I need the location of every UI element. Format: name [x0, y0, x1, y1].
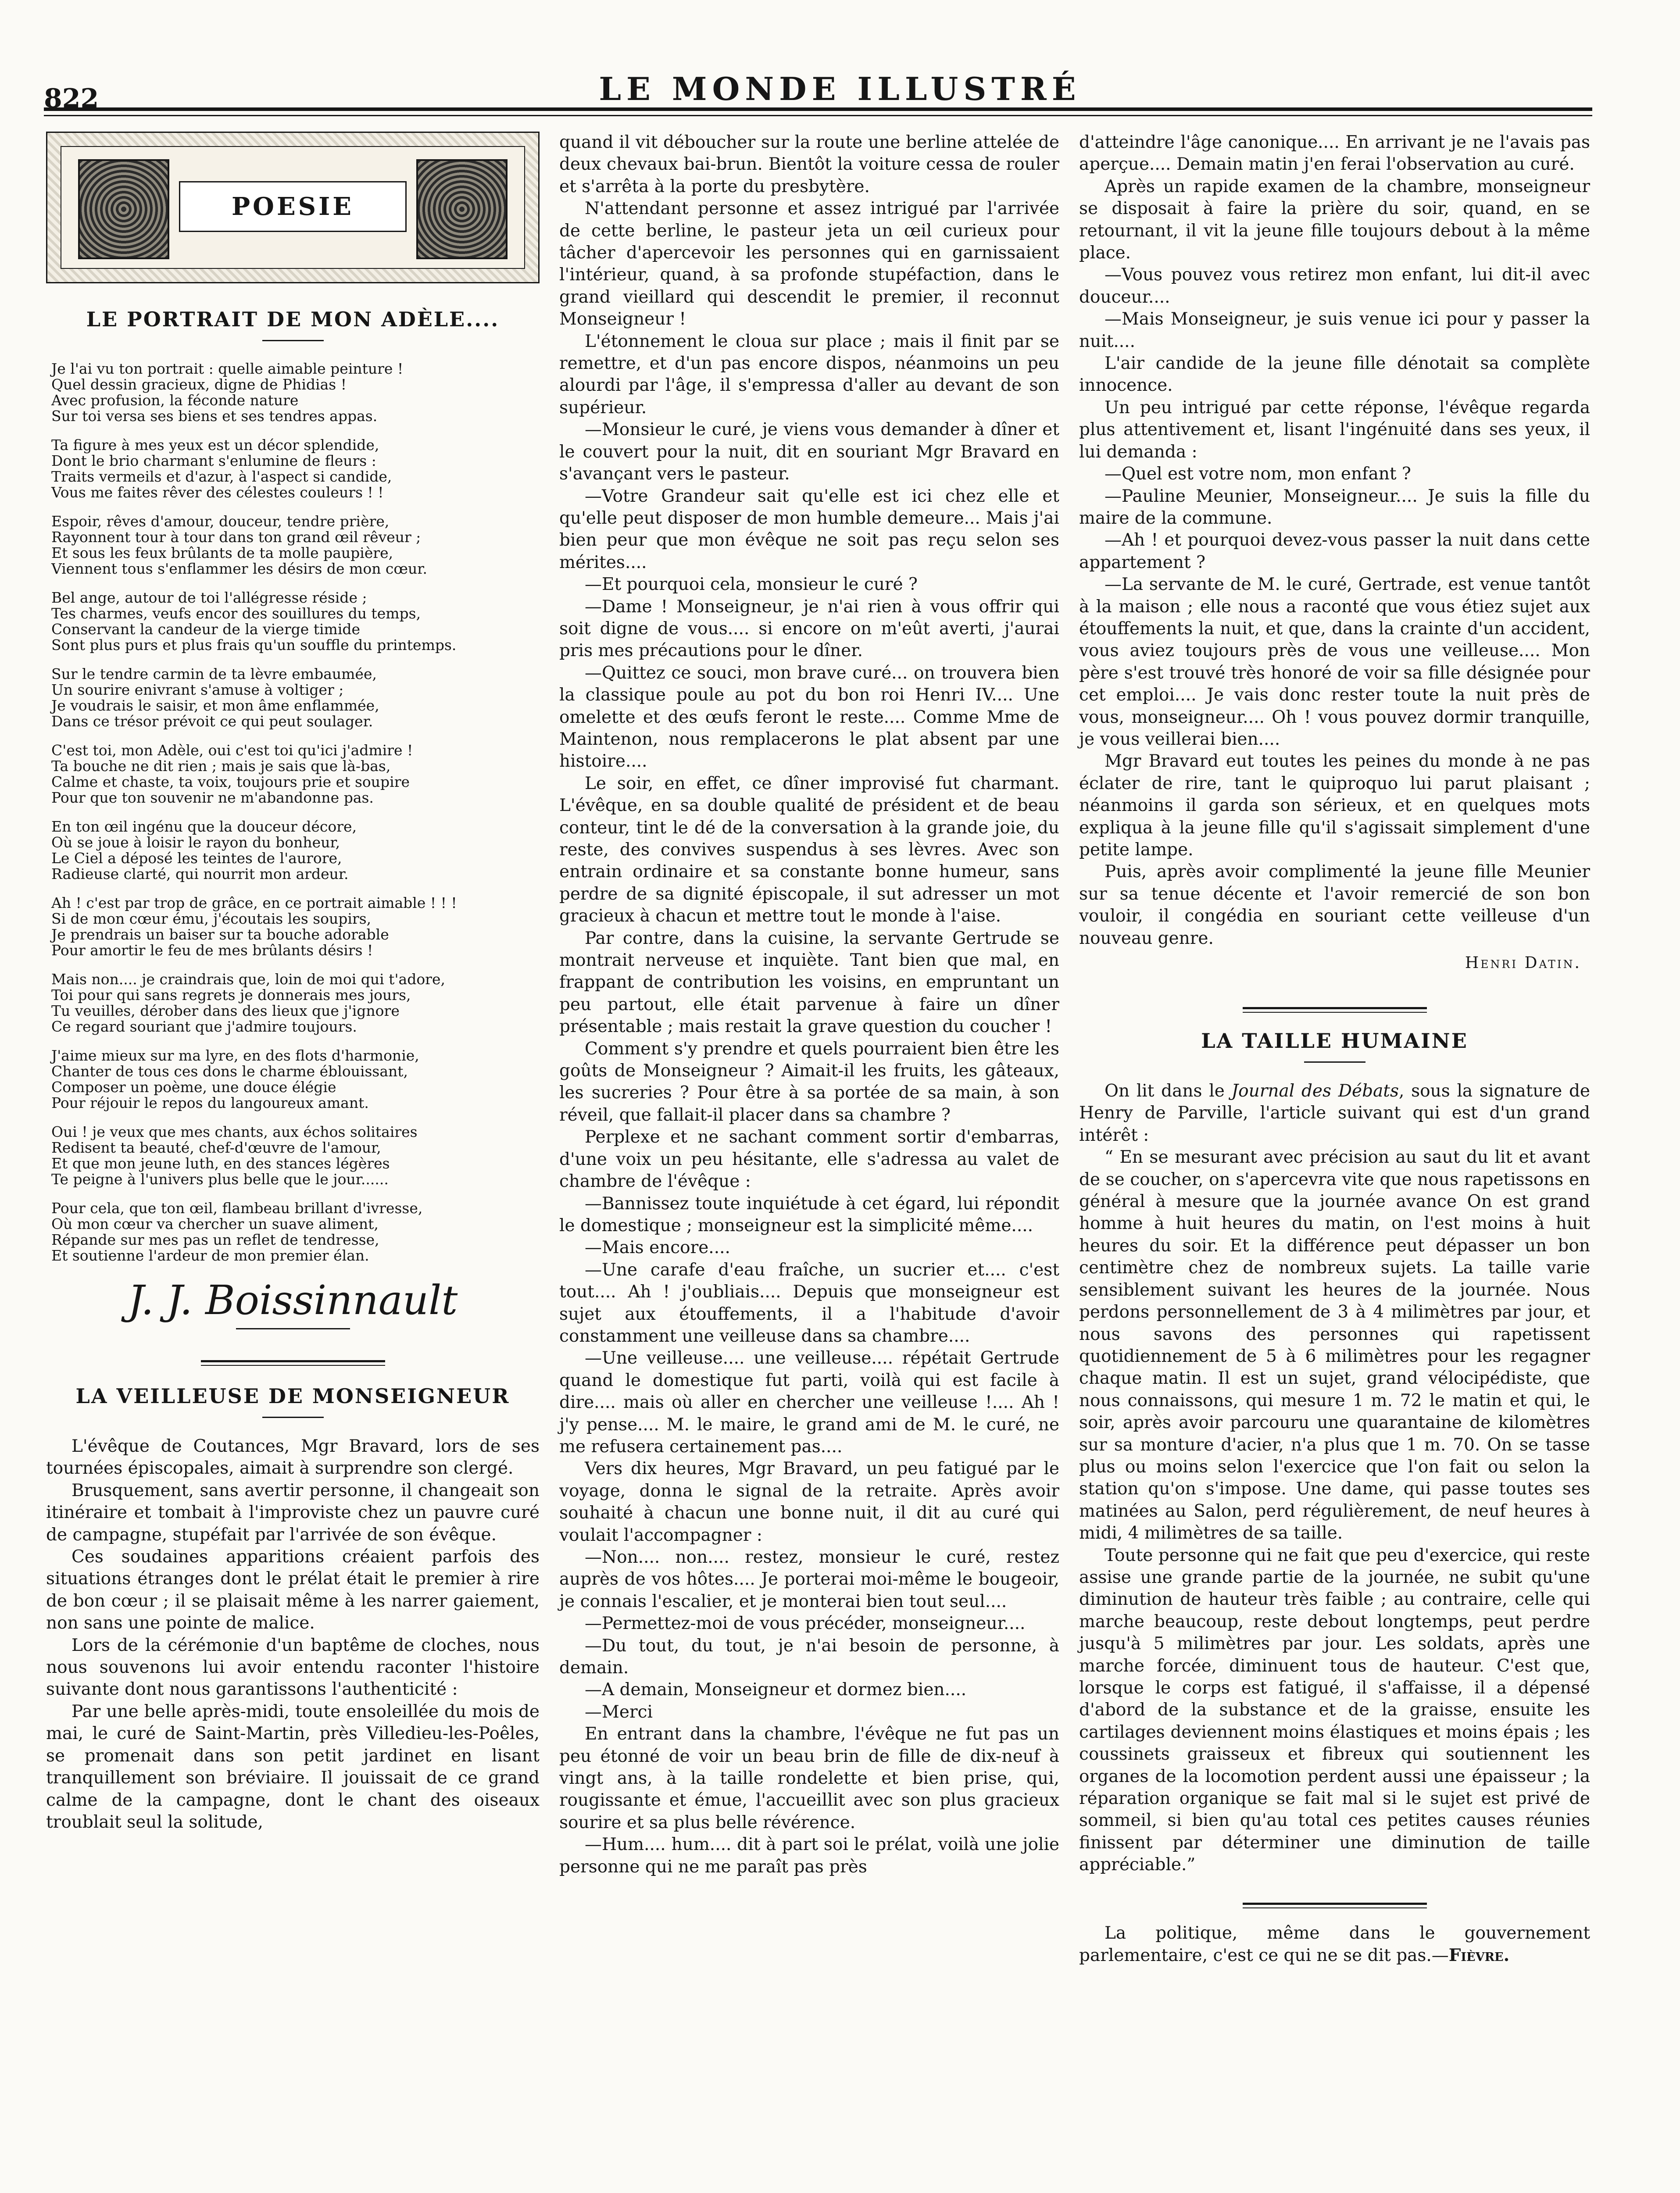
poem-line: Pour réjouir le repos du langoureux amant.	[51, 1094, 369, 1111]
story-paragraph: —Dame ! Monseigneur, je n'ai rien à vous offrir qui soit digne de vous.... si encore on m'eût averti, j'aurai pris mes précautions pour le dîner.	[559, 596, 1059, 661]
poem-line: Dans ce trésor prévoit ce qui peut soulager.	[51, 713, 373, 730]
header-rule	[44, 107, 1592, 111]
story-paragraph: —Mais Monseigneur, je suis venue ici pour y passer la nuit....	[1079, 309, 1590, 351]
header-rule-thin	[44, 115, 1592, 116]
poem-stanza	[51, 1200, 540, 1264]
section-divider	[1243, 1007, 1427, 1009]
poem-line: Radieuse clarté, qui nourrit mon ardeur.	[51, 865, 349, 882]
intro-text: On lit dans le	[1105, 1081, 1232, 1101]
story-paragraph: Par contre, dans la cuisine, la servante Gertrude se montrait nerveuse et inquiète. Tant bien que mal, en frappant de contribution les voisins, en empruntant un peu partout, elle était parvenue à faire un dîner présentable ; mais restait la grave question du coucher !	[559, 928, 1059, 1037]
story-paragraph: Comment s'y prendre et quels pourraient bien être les goûts de Monseigneur ? Aimait-il les fruits, les gâteaux, les sucreries ? Pour être à sa portée de sa main, à son réveil, que fallait-il placer dans sa chambre ?	[559, 1039, 1059, 1125]
story-paragraph: —La servante de M. le curé, Gertrade, est venue tantôt à la maison ; elle nous a raconté que vous étiez sujet aux étouffements la nuit, et que, dans la crainte d'un accident, vous aviez toujours près de vous une veilleuse.... Mon père s'est trouvé très honoré de voir sa fille désignée pour cet emploi.... Je vais donc rester toute la nuit près de vous, monseigneur.... Oh ! vous pouvez dormir tranquille, je vous veillerai bien....	[1079, 575, 1590, 749]
poem-line: Composer un poème, une douce élégie	[51, 1079, 336, 1096]
section-divider	[201, 1360, 385, 1362]
poem-line: Je voudrais le saisir, et mon âme enflammée,	[51, 697, 379, 714]
poem-line: Je l'ai vu ton portrait : quelle aimable peinture !	[51, 360, 404, 377]
poem-line: Redisent ta beauté, chef-d'œuvre de l'amour,	[51, 1139, 381, 1156]
story-paragraph: —Du tout, du tout, je n'ai besoin de personne, à demain.	[559, 1636, 1059, 1678]
ornament-left-icon	[78, 159, 169, 259]
story-paragraph: —Une veilleuse.... une veilleuse.... répétait Gertrude quand le domestique fut parti, voilà qui est facile à dire.... mais où aller en chercher une veilleuse !.... Ah ! j'y pense.... M. le maire, le grand ami de M. le curé, ne me refusera certainement pas....	[559, 1348, 1059, 1457]
poem-line: Tu veuilles, dérober dans des lieux que j'ignore	[51, 1002, 400, 1019]
poem-stanza	[51, 1048, 540, 1111]
story-text-col3	[1079, 132, 1590, 950]
poem-stanza	[51, 361, 540, 424]
story-paragraph: Le soir, en effet, ce dîner improvisé fut charmant. L'évêque, en sa double qualité de président et de beau conteur, tint le dé de la conversation à la grande joie, du reste, des convives suspendus à ses lèvres. Avec son entrain ordinaire et sa constante bonne humeur, sans perdre de sa dignité épiscopale, il sut adresser un mot gracieux à chacun et mettre tout le monde à l'aise.	[559, 773, 1059, 926]
footer-note-text	[1079, 1922, 1590, 1967]
title-rule	[262, 340, 324, 341]
article-text	[1079, 1080, 1590, 1876]
poem-stanza	[51, 743, 540, 806]
poem-line: Dont le brio charmant s'enlumine de fleurs :	[51, 452, 376, 469]
story-paragraph: “ En se mesurant avec précision au saut du lit et avant de se coucher, on s'apercevra vite que nous rapetissons en général à mesure que la journée avance On est grand homme à huit heures du matin, on l'est moins à huit heures du soir. Et la différence peut dépasser un bon centimètre chez de nombreux sujets. La taille varie sensiblement suivant les heures de la journée. Nous perdons personnellement de 3 à 4 milimètres par jour, et nous savons des personnes qui rapetissent quotidiennement de 5 à 6 milimètres pour les regagner chaque matin. Il est un sujet, grand vélocipédiste, que nous connaissons, qui mesure 1 m. 72 le matin et qui, le soir, après avoir parcouru une quarantaine de kilomètres sur sa monture d'acier, n'a plus que 1 m. 70. On se tasse plus ou moins selon l'exercice que l'on fait ou selon la station qu'on s'impose. Une dame, qui passe toutes ses matinées au Salon, perd régulièrement, de neuf heures à midi, 4 milimètres de sa taille.	[1079, 1147, 1590, 1543]
story-title: LA VEILLEUSE DE MONSEIGNEUR	[75, 1384, 510, 1408]
story-paragraph: L'air candide de la jeune fille dénotait sa complète innocence.	[1079, 354, 1590, 396]
poem-stanza	[51, 1124, 540, 1187]
poem-line: Ce regard souriant que j'admire toujours.	[51, 1018, 357, 1035]
poem-stanza	[51, 666, 540, 729]
poem-line: Ta bouche ne dit rien ; mais je sais que là-bas,	[51, 757, 391, 775]
poem-line: Tes charmes, veufs encor des souillures du temps,	[51, 605, 421, 622]
poem-line: J'aime mieux sur ma lyre, en des flots d'harmonie,	[51, 1047, 419, 1064]
poem-line: Avec profusion, la féconde nature	[51, 392, 299, 409]
story-paragraph: —Une carafe d'eau fraîche, un sucrier et.... c'est tout.... Ah ! j'oubliais.... Depuis que monseigneur est sujet aux étouffements, il a l'habitude d'avoir constamment une veilleuse dans sa chambre....	[559, 1260, 1059, 1346]
source-name: Journal des Débats	[1231, 1081, 1399, 1101]
story-paragraph: —A demain, Monseigneur et dormez bien....	[585, 1680, 967, 1700]
story-paragraph: L'évêque de Coutances, Mgr Bravard, lors de ses tournées épiscopales, aimait à surprendre son clergé.	[46, 1436, 540, 1479]
poem-title: LE PORTRAIT DE MON ADÈLE....	[86, 307, 500, 331]
poem-line: Je prendrais un baiser sur ta bouche adorable	[51, 926, 389, 943]
poem-line: Quel dessin gracieux, digne de Phidias !	[51, 376, 347, 393]
story-text-col2	[559, 132, 1059, 1878]
story-paragraph: Un peu intrigué par cette réponse, l'évêque regarda plus attentivement et, lisant l'ingénuité dans ses yeux, il lui demanda :	[1079, 397, 1590, 462]
story-paragraph: Toute personne qui ne fait que peu d'exercice, qui reste assise une grande partie de la journée, ne subit qu'une diminution de hauteur très faible ; au contraire, celle qui marche beaucoup, reste debout longtemps, peut perdre jusqu'à 5 milimètres par jour. Les soldats, après une marche forcée, diminuent tous de hauteur. C'est que, lorsque le corps est fatigué, il s'affaisse, il a dépensé d'abord de la substance et de la graisse, ensuite les cartilages deviennent moins élastiques et moins épais ; les coussinets graisseux et fibreux qui soutiennent les organes de la locomotion perdent aussi une épaisseur ; la réparation organique se fait mal si le sujet est privé de sommeil, si bien qu'au total ces petites causes réunies finissent par déterminer une diminution de taille appréciable.”	[1079, 1545, 1590, 1875]
poem-line: Viennent tous s'enflammer les désirs de mon cœur.	[51, 560, 427, 577]
poem-line: Pour amortir le feu de mes brûlants désirs !	[51, 942, 373, 959]
page-number: 822	[44, 83, 99, 114]
story-author: Henri Datin.	[1465, 954, 1581, 972]
poem-body	[46, 361, 540, 1264]
story-paragraph: quand il vit déboucher sur la route une berline attelée de deux chevaux bai-brun. Bientôt la voiture cessa de rouler et s'arrêta à la porte du presbytère.	[559, 132, 1059, 196]
note-author: Fièvre.	[1448, 1945, 1510, 1966]
story-text-col1	[46, 1436, 540, 1833]
poem-line: Oui ! je veux que mes chants, aux échos solitaires	[51, 1123, 418, 1140]
article-intro	[1079, 1080, 1590, 1147]
poem-stanza	[51, 819, 540, 882]
story-paragraph: —Pauline Meunier, Monseigneur.... Je suis la fille du maire de la commune.	[1079, 486, 1590, 528]
poetry-banner	[46, 132, 540, 283]
story-paragraph: Brusquement, sans avertir personne, il changeait son itinéraire et tombait à l'improviste chez un pauvre curé de campagne, stupéfait par l'arrivée de son évêque.	[46, 1480, 540, 1545]
poem-line: Vous me faites rêver des célestes couleurs ! !	[51, 484, 384, 501]
story-paragraph: —Bannissez toute inquiétude à cet égard, lui répondit le domestique ; monseigneur est la simplicité même....	[559, 1193, 1059, 1236]
story-paragraph: Après un rapide examen de la chambre, monseigneur se disposait à faire la prière du soir, quand, en se retournant, il vit la jeune fille toujours debout à la même place.	[1079, 176, 1590, 263]
story-paragraph: —Monsieur le curé, je viens vous demander à dîner et le couvert pour la nuit, dit en souriant Mgr Bravard en s'avançant vers le pasteur.	[559, 420, 1059, 484]
poem-line: Répande sur mes pas un reflet de tendresse,	[51, 1231, 379, 1248]
poem-line: Chanter de tous ces dons le charme éblouissant,	[51, 1063, 408, 1080]
poem-line: Pour que ton souvenir ne m'abandonne pas.	[51, 789, 374, 806]
poem-line: Et soutienne l'ardeur de mon premier élan.	[51, 1247, 369, 1264]
ornament-right-icon	[416, 159, 508, 259]
poem-line: Ah ! c'est par trop de grâce, en ce portrait aimable ! ! !	[51, 894, 457, 911]
signature-rule	[236, 1328, 350, 1329]
story-paragraph: —Merci	[585, 1702, 653, 1722]
intro-text: , sous la signature de Henry de Parville, l'article suivant qui est d'un grand intérêt :	[1079, 1081, 1591, 1145]
story-paragraph: Ces soudaines apparitions créaient parfois des situations étranges dont le prélat était le premier à rire de bon cœur ; il se plaisait même à les narrer gaiement, non sans une pointe de malice.	[46, 1547, 540, 1633]
story-paragraph: Perplexe et ne sachant comment sortir d'embarras, d'une voix un peu hésitante, elle s'adressa au valet de chambre de l'évêque :	[559, 1127, 1059, 1192]
poem-line: En ton œil ingénu que la douceur décore,	[51, 818, 357, 835]
story-paragraph: —Ah ! et pourquoi devez-vous passer la nuit dans cette appartement ?	[1079, 530, 1590, 572]
story-paragraph: En entrant dans la chambre, l'évêque ne fut pas un peu étonné de voir un beau brin de fille de dix-neuf à vingt ans, à la taille rondelette et bien prise, qui, rougissante et émue, l'accueillit avec son plus gracieux sourire et sa plus belle révérence.	[559, 1724, 1059, 1832]
poem-stanza	[51, 971, 540, 1035]
poem-line: Où mon cœur va chercher un suave aliment,	[51, 1215, 379, 1232]
poetry-banner-label: POESIE	[179, 181, 407, 232]
poem-line: C'est toi, mon Adèle, oui c'est toi qu'ici j'admire !	[51, 742, 413, 759]
poem-line: Sur toi versa ses biens et ses tendres appas.	[51, 407, 378, 425]
note-text: La politique, même dans le gouvernement parlementaire, c'est ce qui ne se dit pas.—	[1079, 1923, 1590, 1966]
story-paragraph: —Vous pouvez vous retirez mon enfant, lui dit-il avec douceur....	[1079, 265, 1590, 307]
story-paragraph: —Hum.... hum.... dit à part soi le prélat, voilà une jolie personne qui ne me paraît pas près	[559, 1835, 1059, 1877]
poem-line: Espoir, rêves d'amour, douceur, tendre prière,	[51, 513, 390, 530]
story-paragraph: Par une belle après-midi, toute ensoleillée du mois de mai, le curé de Saint-Martin, près Villedieu-les-Poêles, se promenait dans son petit jardinet en lisant tranquillement son bréviaire. Il jouissait de ce grand calme de la campagne, dont le chant des oiseaux troublait seul la solitude,	[46, 1701, 540, 1832]
story-paragraph: N'attendant personne et assez intrigué par l'arrivée de cette berline, le pasteur jeta un œil curieux pour tâcher d'apercevoir les personnes qui en garnissaient l'intérieur, quand, à sa profonde stupéfaction, dans le grand vieillard qui descendit le premier, il reconnut Monseigneur !	[559, 199, 1059, 329]
column-2	[559, 132, 1059, 1878]
poem-line: Un sourire enivrant s'amuse à voltiger ;	[51, 681, 344, 698]
poem-line: Le Ciel a déposé les teintes de l'aurore,	[51, 850, 342, 867]
poem-line: Traits vermeils et d'azur, à l'aspect si candide,	[51, 468, 392, 485]
story-paragraph: L'étonnement le cloua sur place ; mais il finit par se remettre, et d'un pas encore dispos, néanmoins un peu alourdi par l'âge, il s'empressa d'aller au devant de son supérieur.	[559, 331, 1059, 418]
story-paragraph: Lors de la cérémonie d'un baptême de cloches, nous nous souvenons lui avoir entendu raconter l'histoire suivante dont nous garantissons l'authenticité :	[46, 1635, 540, 1700]
story-paragraph: d'atteindre l'âge canonique.... En arrivant je ne l'avais pas aperçue.... Demain matin j'en ferai l'observation au curé.	[1079, 132, 1590, 175]
story-paragraph: —Et pourquoi cela, monsieur le curé ?	[585, 575, 918, 595]
poem-line: Sur le tendre carmin de ta lèvre embaumée,	[51, 665, 377, 682]
poem-line: Pour cela, que ton œil, flambeau brillant d'ivresse,	[51, 1200, 423, 1217]
column-1	[46, 132, 540, 1833]
poem-line: Te peigne à l'univers plus belle que le jour......	[51, 1171, 389, 1188]
footer-note	[1079, 1922, 1590, 1967]
poem-stanza	[51, 514, 540, 577]
poem-line: Rayonnent tour à tour dans ton grand œil rêveur ;	[51, 529, 421, 546]
story-paragraph: —Permettez-moi de vous précéder, monseigneur....	[585, 1614, 1026, 1634]
poem-stanza	[51, 895, 540, 958]
poem-line: Toi pour qui sans regrets je donnerais mes jours,	[51, 986, 411, 1004]
poem-line: Où se joue à loisir le rayon du bonheur,	[51, 834, 340, 851]
story-paragraph: —Quel est votre nom, mon enfant ?	[1105, 464, 1411, 484]
story-paragraph: —Mais encore....	[585, 1238, 730, 1258]
story-paragraph: —Non.... non.... restez, monsieur le curé, restez auprès de vos hôtes.... Je porterai moi-même le bougeoir, je connais l'escalier, et je monterai bien tout seul....	[559, 1547, 1059, 1611]
story-paragraph: Mgr Bravard eut toutes les peines du monde à ne pas éclater de rire, tant le quiproquo lui parut plaisant ; néanmoins il garda son sérieux, et en quelques mots expliqua à la jeune fille qu'il s'agissait simplement d'une petite lampe.	[1079, 751, 1590, 860]
poem-line: Mais non.... je craindrais que, loin de moi qui t'adore,	[51, 971, 445, 988]
story-paragraph: —Quittez ce souci, mon brave curé... on trouvera bien la classique poule au pot du bon roi Henri IV.... Une omelette et des œufs feront le reste.... Comme Mme de Maintenon, nous remplacerons le plat absent par une histoire....	[559, 663, 1059, 771]
poem-line: Bel ange, autour de toi l'allégresse réside ;	[51, 589, 367, 606]
story-paragraph: Puis, après avoir complimenté la jeune fille Meunier sur sa tenue décente et l'avoir remercié de son bon vouloir, il congédia en souriant cette veilleuse d'un nouveau genre.	[1079, 862, 1590, 948]
story-title-rule	[262, 1417, 324, 1418]
column-3	[1079, 132, 1590, 1967]
poem-line: Et que mon jeune luth, en des stances légères	[51, 1155, 390, 1172]
poem-stanza	[51, 590, 540, 653]
poem-stanza	[51, 437, 540, 500]
poem-line: Et sous les feux brûlants de ta molle paupière,	[51, 544, 393, 561]
poem-line: Calme et chaste, ta voix, toujours prie et soupire	[51, 773, 410, 790]
poem-line: Conservant la candeur de la vierge timide	[51, 621, 361, 638]
article-title: LA TAILLE HUMAINE	[1201, 1029, 1468, 1053]
poem-signature: J. J. Boissinnault	[128, 1277, 458, 1324]
masthead: LE MONDE ILLUSTRÉ	[599, 70, 1081, 107]
poem-line: Sont plus purs et plus frais qu'un souffle du printemps.	[51, 636, 457, 654]
poem-line: Si de mon cœur ému, j'écoutais les soupirs,	[51, 910, 372, 927]
section-divider	[1243, 1903, 1427, 1905]
article-title-rule	[1304, 1061, 1365, 1063]
poem-line: Ta figure à mes yeux est un décor splendide,	[51, 436, 379, 454]
story-paragraph: —Votre Grandeur sait qu'elle est ici chez elle et qu'elle peut disposer de mon humble demeure... Mais j'ai bien peur que mon évêque ne soit pas reçu selon ses mérites....	[559, 486, 1059, 572]
story-paragraph: Vers dix heures, Mgr Bravard, un peu fatigué par le voyage, donna le signal de la retraite. Après avoir souhaité à chacun une bonne nuit, il dit au curé qui voulait l'accompagner :	[559, 1459, 1059, 1545]
